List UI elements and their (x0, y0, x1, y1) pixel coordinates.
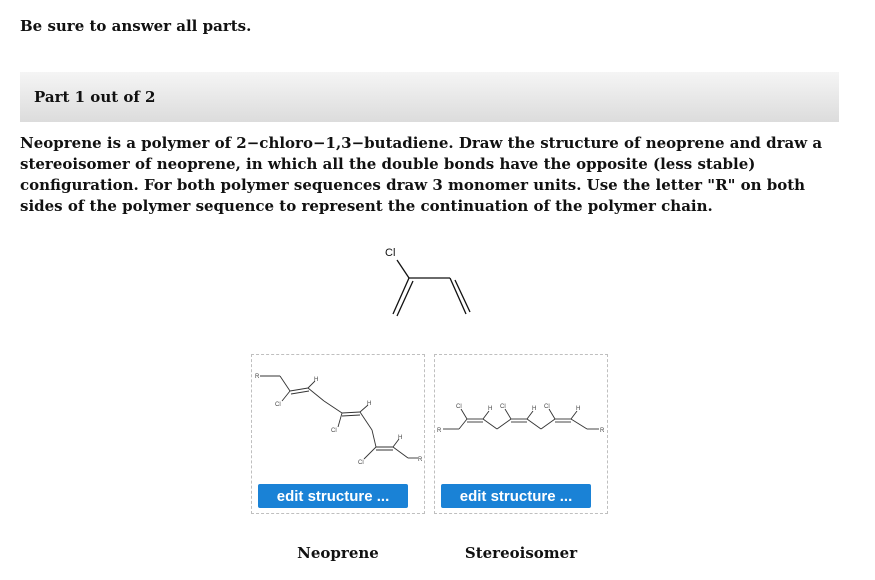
stereo-r-right: R (600, 428, 605, 434)
neoprene-r-right: R (418, 457, 423, 463)
stereo-h-2: H (532, 406, 537, 412)
neoprene-structure (252, 355, 424, 480)
part-label: Part 1 out of 2 (34, 88, 156, 106)
neoprene-h-1: H (314, 377, 319, 383)
stereo-h-3: H (576, 406, 581, 412)
stereoisomer-panel[interactable] (434, 354, 608, 514)
part-header (20, 72, 839, 122)
neoprene-h-3: H (398, 435, 403, 441)
stereo-cl-2: Cl (500, 404, 506, 410)
neoprene-edit-structure-button[interactable]: edit structure ... (258, 484, 408, 508)
stereoisomer-caption: Stereoisomer (464, 544, 578, 562)
instruction-text: Be sure to answer all parts. (20, 17, 252, 35)
neoprene-r-left: R (255, 374, 260, 380)
neoprene-caption: Neoprene (297, 544, 379, 562)
stereoisomer-structure (435, 355, 607, 480)
neoprene-cl-2: Cl (331, 428, 337, 434)
stereo-h-1: H (488, 406, 493, 412)
stereoisomer-edit-structure-button[interactable]: edit structure ... (441, 484, 591, 508)
neoprene-h-2: H (367, 401, 372, 407)
stereo-cl-1: Cl (456, 404, 462, 410)
monomer-structure (370, 240, 480, 322)
question-text: Neoprene is a polymer of 2−chloro−1,3−butadiene. Draw the structure of neoprene and draw a stereoisomer of neoprene, in which all the double bonds have the opposite (less stable) configuration. For both polymer sequences draw 3 monomer units. Use the letter "R" on both sides of the polymer sequence to represent the continuation of the polymer chain. (20, 134, 823, 215)
neoprene-cl-3: Cl (358, 460, 364, 466)
monomer-cl-label: Cl (385, 247, 396, 259)
neoprene-panel[interactable] (251, 354, 425, 514)
stereo-r-left: R (437, 428, 442, 434)
neoprene-cl-1: Cl (275, 402, 281, 408)
monomer-bonds (393, 260, 470, 316)
stereo-cl-3: Cl (544, 404, 550, 410)
